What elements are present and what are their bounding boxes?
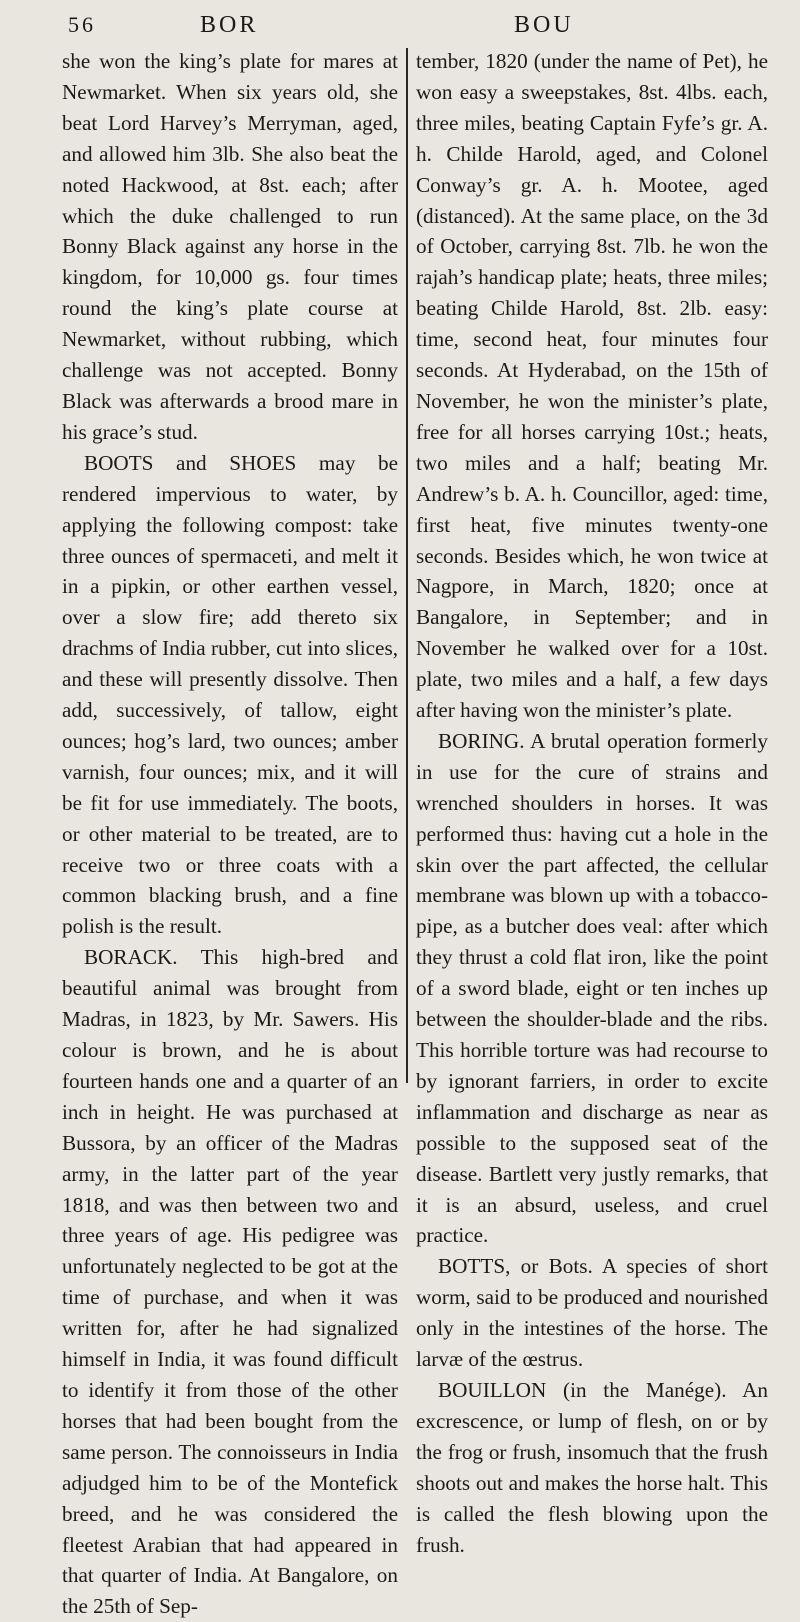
right-column [416,46,768,1560]
left-column [62,46,398,1622]
entry-boring: BORING. A brutal operation formerly in use for the cure of strains and wrenched shoulders in horses. It was performed thus: having cut a hole in the skin over the part affected, the cellular membrane was blown up with a tobacco-pipe, as a butcher does veal: after which they thrust a cold flat iron, like the point of a sword blade, eight or ten inches up between the shoulder-blade and the ribs. This horrible torture was had recourse to by ignorant farriers, in order to excite inflammation and discharge as near as possible to the supposed seat of the disease. Bartlett very justly remarks, that it is an absurd, useless, and cruel practice. [416,728,768,1248]
running-header [0,10,800,46]
entry-bouillon: BOUILLON (in the Manége). An excrescence, or lump of flesh, on or by the frog or frush, insomuch that the frush shoots out and makes the horse halt. This is called the flesh blowing upon the frush. [416,1377,768,1557]
page-number: 56 [68,12,96,37]
entry-boots-and-shoes: BOOTS and SHOES may be rendered impervious to water, by applying the following compost: take three ounces of spermaceti, and melt it in a pipkin, or other earthen vessel, over a slow fire; add thereto six drachms of India rubber, cut into slices, and these will presently dissolve. Then add, successively, of tallow, eight ounces; hog’s lard, two ounces; amber varnish, four ounces; mix, and it will be fit for use immediately. The boots, or other material to be treated, are to receive two or three coats with a common blacking brush, and a fine polish is the result. [62,450,398,939]
left-running-head: BOR [200,12,259,38]
entry-borack: BORACK. This high-bred and beautiful animal was brought from Madras, in 1823, by Mr. Sawers. His colour is brown, and he is about fourteen hands one and a quarter of an inch in height. He was purchased at Bussora, by an officer of the Madras army, in the latter part of the year 1818, and was then between two and three years of age. His pedigree was unfortunately neglected to be got at the time of purchase, and when it was written for, after he had signalized himself in India, it was found difficult to identify it from those of the other horses that had been bought from the same person. The connoisseurs in India adjudged him to be of the Montefick breed, and he was considered the fleetest Arabian that had appeared in that quarter of India. At Bangalore, on the 25th of Sep- [62,945,398,1619]
right-running-head: BOU [514,12,574,38]
paragraph-bonny-black-continued: she won the king’s plate for mares at Newmarket. When six years old, she beat Lord Harvey’s Merryman, aged, and allowed him 3lb. She also beat the noted Hackwood, at 8st. each; after which the duke challenged to run Bonny Black against any horse in the kingdom, for 10,000 gs. four times round the king’s plate course at Newmarket, without rubbing, which challenge was not accepted. Bonny Black was afterwards a brood mare in his grace’s stud. [62,49,398,444]
entry-botts: BOTTS, or Bots. A species of short worm, said to be produced and nourished only in the intestines of the horse. The larvæ of the œstrus. [416,1254,768,1372]
paragraph-borack-continued: tember, 1820 (under the name of Pet), he won easy a sweepstakes, 8st. 4lbs. each, three miles, beating Captain Fyfe’s gr. A. h. Childe Harold, aged, and Colonel Conway’s gr. A. h. Mootee, aged (distanced). At the same place, on the 3d of October, carrying 8st. 7lb. he won the rajah’s handicap plate; heats, three miles; beating Childe Harold, 8st. 2lb. easy: time, second heat, four minutes four seconds. At Hyderabad, on the 15th of November, he won the minister’s plate, free for all horses carrying 10st.; heats, two miles and a half; beating Mr. Andrew’s b. A. h. Councillor, aged: time, first heat, five minutes twenty-one seconds. Besides which, he won twice at Nagpore, in March, 1820; once at Bangalore, in September; and in November he walked over for a 10st. plate, two miles and a half, a few days after having won the minister’s plate. [416,49,768,723]
column-divider [406,48,408,1083]
